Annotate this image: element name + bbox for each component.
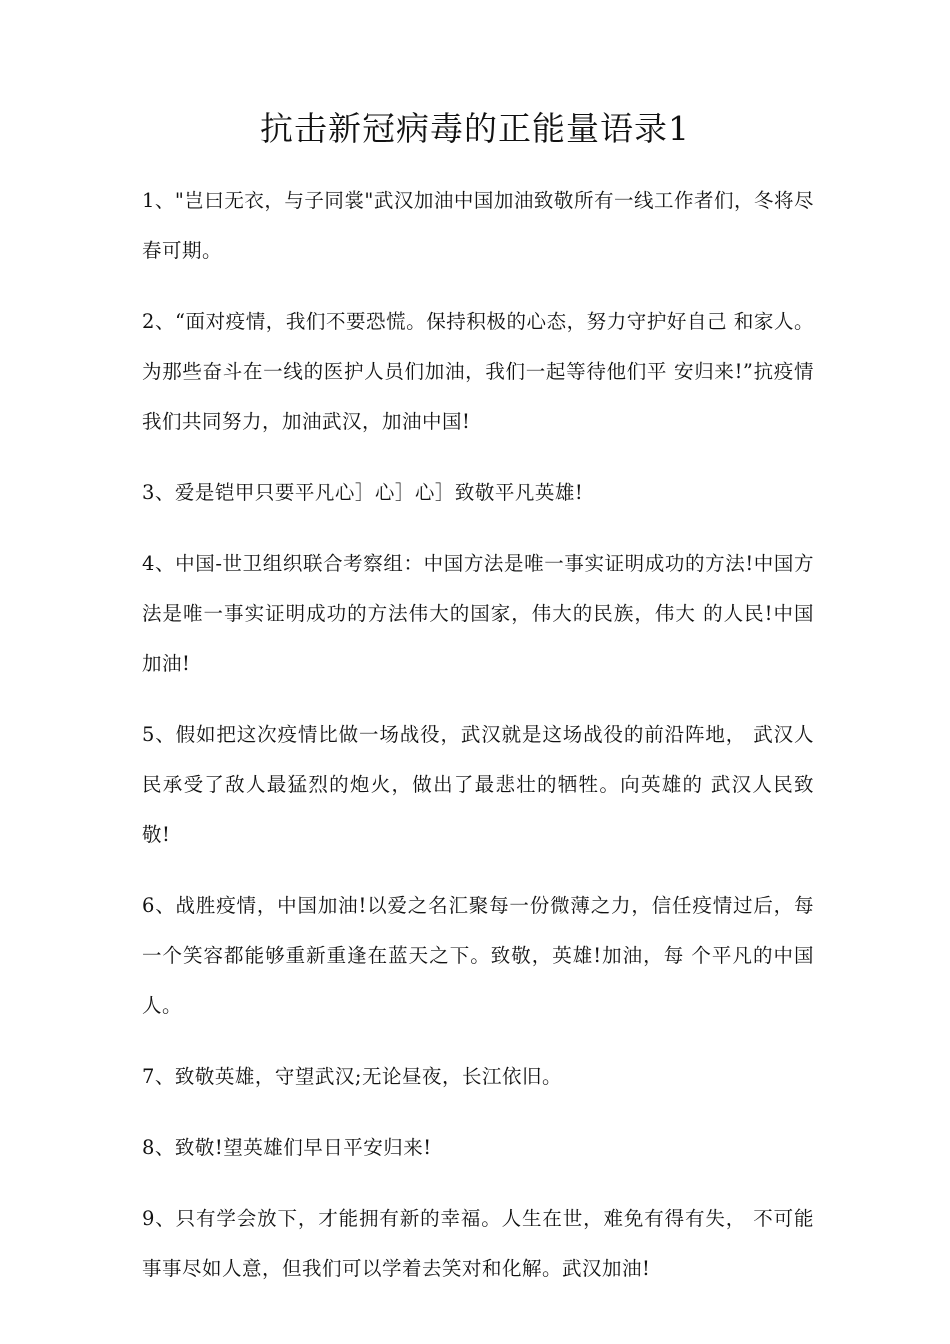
- paragraph-4: 4、中国-世卫组织联合考察组：中国方法是唯一事实证明成功的方法!中国方法是唯一事实证明成功的方法伟大的国家，伟大的民族，伟大 的人民!中国加油!: [142, 552, 814, 675]
- paragraph-8: 8、致敬!望英雄们早日平安归来!: [142, 1136, 432, 1159]
- paragraph-5: 5、假如把这次疫情比做一场战役，武汉就是这场战役的前沿阵地， 武汉人民承受了敌人最猛烈的炮火，做出了最悲壮的牺牲。向英雄的 武汉人民致敬!: [142, 723, 814, 846]
- paragraph-9: 9、只有学会放下，才能拥有新的幸福。人生在世，难免有得有失， 不可能事事尽如人意，但我们可以学着去笑对和化解。武汉加油!: [142, 1207, 814, 1280]
- document-title: 抗击新冠病毒的正能量语录1: [260, 109, 690, 148]
- paragraph-2: 2、“面对疫情，我们不要恐慌。保持积极的心态，努力守护好自己 和家人。为那些奋斗在一线的医护人员们加油，我们一起等待他们平 安归来!”抗疫情我们共同努力，加油武汉，加油中国!: [142, 310, 814, 433]
- document-body: [142, 176, 814, 1315]
- paragraph-1: 1、"岂曰无衣，与子同裳"武汉加油中国加油致敬所有一线工作者们，冬将尽春可期。: [142, 189, 814, 262]
- paragraph-7: 7、致敬英雄，守望武汉;无论昼夜，长江依旧。: [142, 1065, 562, 1088]
- paragraph-3: 3、爱是铠甲只要平凡心］心］心］致敬平凡英雄!: [142, 481, 584, 504]
- paragraph-6: 6、战胜疫情，中国加油!以爱之名汇聚每一份微薄之力，信任疫情过后，每一个笑容都能够重新重逢在蓝天之下。致敬，英雄!加油，每 个平凡的中国人。: [142, 894, 814, 1017]
